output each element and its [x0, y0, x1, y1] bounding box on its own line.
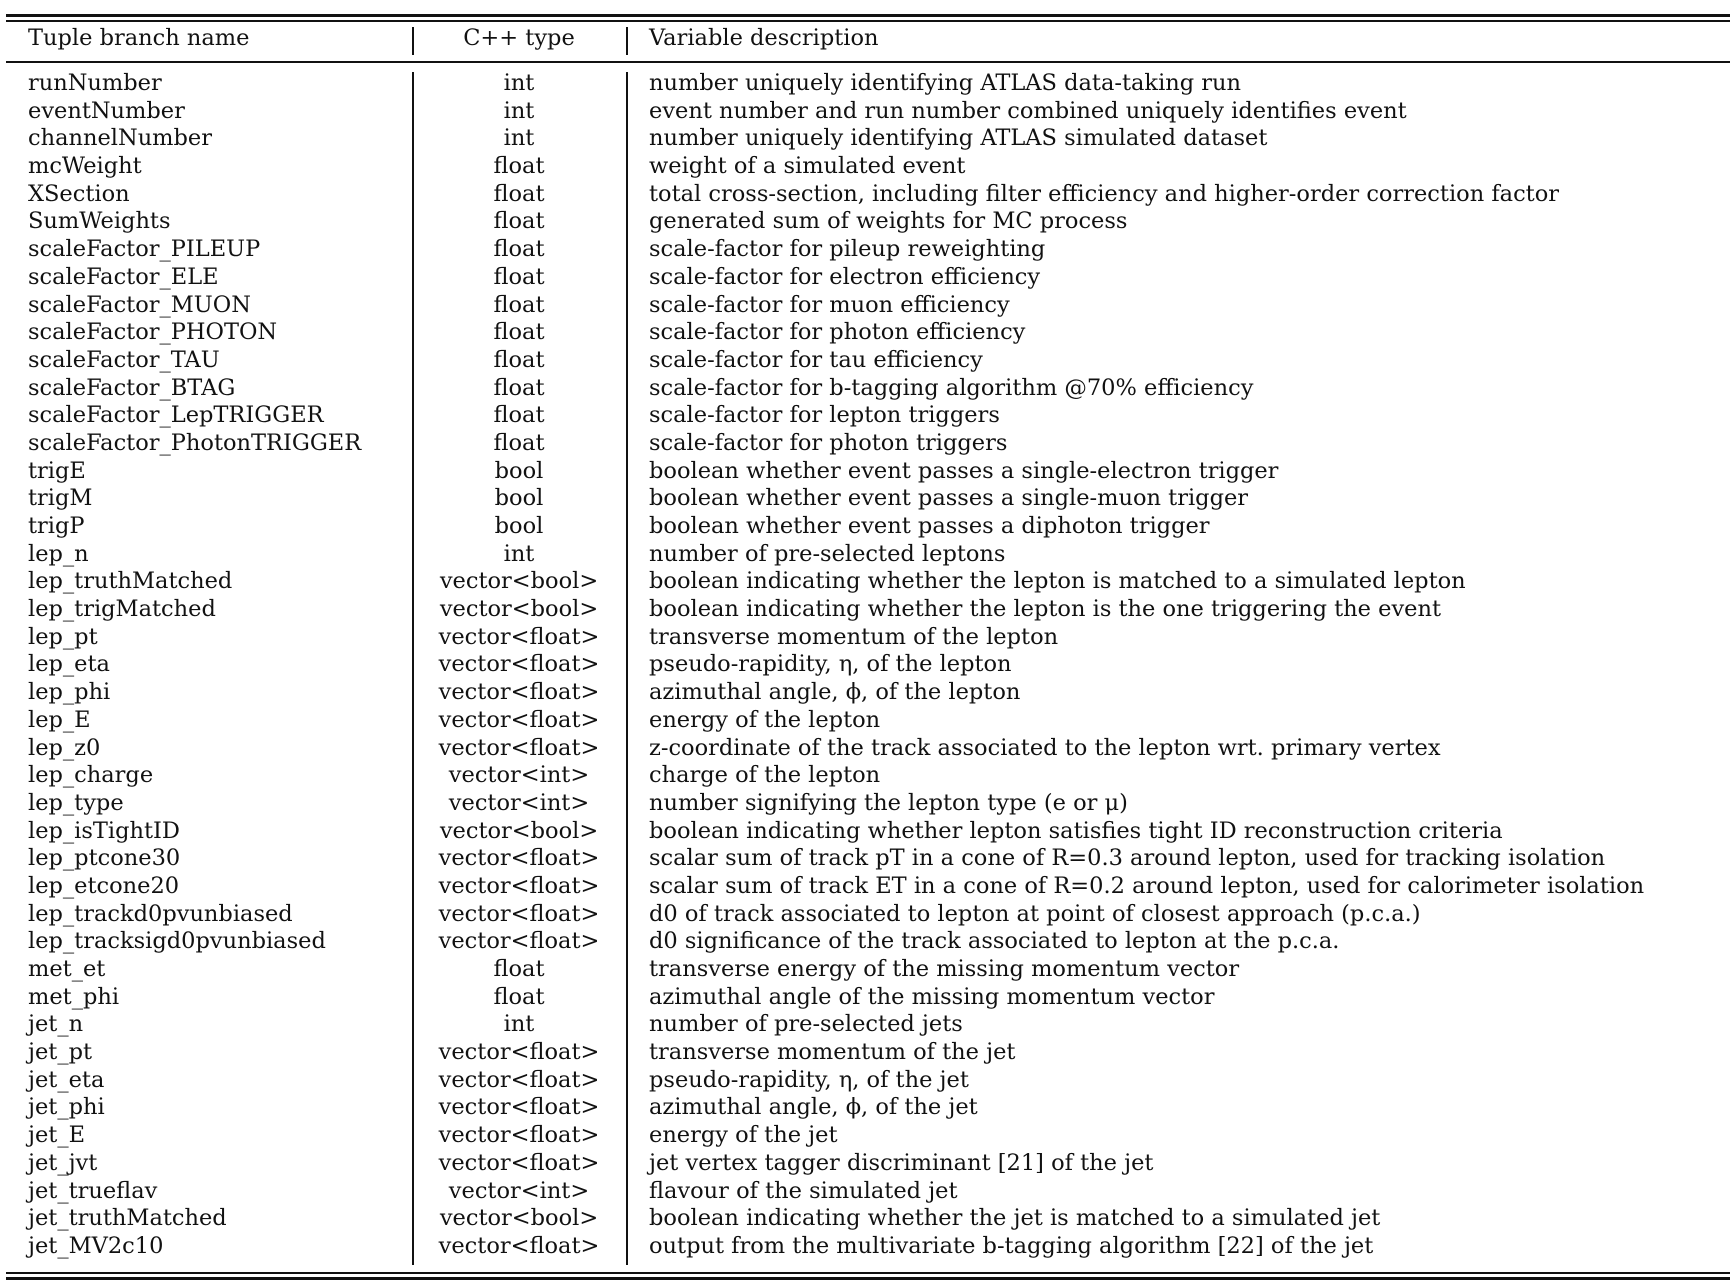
cpp-type-cell: vector<float> [438, 845, 600, 872]
description-cell: scalar sum of track ET in a cone of R=0.2 around lepton, used for calorimeter isolation [649, 872, 1645, 899]
branch-name-cell: lep_charge [28, 762, 154, 789]
branch-name-cell: met_et [28, 956, 106, 982]
top-rule-thin [6, 20, 1730, 22]
branch-name-cell: scaleFactor_PHOTON [28, 319, 278, 346]
header-divider-2 [626, 27, 628, 55]
description-cell: number signifying the lepton type (e or μ) [649, 789, 1128, 816]
table-row [0, 1122, 1736, 1150]
table-row [0, 153, 1736, 181]
cpp-type-cell: vector<int> [448, 1177, 590, 1204]
branch-name-cell: scaleFactor_PhotonTRIGGER [28, 429, 362, 456]
branch-name-cell: jet_phi [28, 1094, 105, 1121]
description-cell: energy of the jet [649, 1122, 838, 1149]
branch-name-cell: trigM [28, 485, 93, 512]
cpp-type-cell: bool [494, 457, 544, 484]
cpp-type-cell: bool [494, 513, 544, 539]
table-row [0, 1094, 1736, 1122]
table-row [0, 264, 1736, 292]
table-row [0, 984, 1736, 1012]
description-cell: boolean indicating whether lepton satisfies tight ID reconstruction criteria [649, 817, 1503, 844]
cpp-type-cell: vector<bool> [439, 596, 599, 623]
description-cell: boolean indicating whether the jet is matched to a simulated jet [649, 1205, 1381, 1232]
cpp-type-cell: vector<int> [448, 762, 590, 789]
description-cell: boolean indicating whether the lepton is matched to a simulated lepton [649, 568, 1466, 595]
table-row [0, 818, 1736, 846]
cpp-type-cell: bool [494, 485, 544, 512]
branch-name-cell: runNumber [28, 70, 162, 96]
branch-name-cell: lep_phi [28, 679, 111, 706]
cpp-type-cell: vector<float> [438, 706, 600, 733]
table-row [0, 1233, 1736, 1261]
cpp-type-cell: float [493, 236, 545, 263]
table-row [0, 70, 1736, 98]
description-cell: scale-factor for tau efficiency [649, 346, 983, 373]
table-row [0, 651, 1736, 679]
cpp-type-cell: vector<float> [438, 1232, 600, 1259]
branch-name-cell: lep_trigMatched [28, 596, 216, 623]
cpp-type-cell: int [503, 97, 535, 124]
table-row [0, 790, 1736, 818]
table-row [0, 402, 1736, 430]
cpp-type-cell: int [503, 1011, 535, 1038]
table-row [0, 928, 1736, 956]
branch-name-cell: jet_E [28, 1122, 86, 1149]
description-cell: azimuthal angle, ϕ, of the lepton [649, 679, 1021, 706]
cpp-type-cell: float [493, 346, 545, 373]
branch-name-cell: scaleFactor_PILEUP [28, 236, 261, 263]
cpp-type-cell: float [493, 319, 545, 346]
branch-name-cell: trigE [28, 457, 86, 484]
branch-name-cell: channelNumber [28, 125, 212, 152]
table-row [0, 956, 1736, 984]
table-row [0, 458, 1736, 486]
cpp-type-cell: vector<float> [438, 651, 600, 678]
cpp-type-cell: vector<bool> [439, 1205, 599, 1232]
cpp-type-cell: vector<float> [438, 900, 600, 927]
cpp-type-cell: float [493, 153, 545, 180]
description-cell: jet vertex tagger discriminant [21] of the jet [649, 1149, 1154, 1176]
description-cell: boolean indicating whether the lepton is the one triggering the event [649, 596, 1442, 623]
table-row [0, 873, 1736, 901]
table-row [0, 1178, 1736, 1206]
cpp-type-cell: float [493, 374, 545, 401]
cpp-type-cell: vector<float> [438, 623, 600, 650]
branch-name-cell: lep_isTightID [28, 817, 180, 844]
branch-name-cell: mcWeight [28, 153, 142, 180]
description-cell: scalar sum of track pT in a cone of R=0.3 around lepton, used for tracking isolation [649, 845, 1606, 872]
description-cell: output from the multivariate b-tagging algorithm [22] of the jet [649, 1232, 1374, 1259]
header-cpp-type: C++ type [463, 25, 575, 51]
table-row [0, 707, 1736, 735]
branch-name-cell: jet_jvt [28, 1149, 98, 1176]
description-cell: pseudo-rapidity, η, of the lepton [649, 651, 1012, 678]
branch-name-cell: lep_n [28, 540, 89, 567]
header-description: Variable description [649, 25, 879, 51]
branch-name-cell: lep_tracksigd0pvunbiased [28, 928, 326, 955]
cpp-type-cell: vector<bool> [439, 568, 599, 595]
cpp-type-cell: float [493, 429, 545, 456]
table-row [0, 762, 1736, 790]
branch-name-cell: jet_n [28, 1011, 84, 1038]
branch-name-cell: trigP [28, 513, 85, 539]
cpp-type-cell: int [503, 70, 535, 96]
branch-name-cell: jet_eta [28, 1066, 105, 1093]
description-cell: boolean whether event passes a single-electron trigger [649, 457, 1279, 484]
table-row [0, 98, 1736, 126]
branch-name-cell: eventNumber [28, 97, 185, 124]
table-row [0, 1011, 1736, 1039]
table-row [0, 624, 1736, 652]
cpp-type-cell: vector<float> [438, 679, 600, 706]
branch-name-cell: lep_E [28, 706, 91, 733]
table-row [0, 735, 1736, 763]
description-cell: energy of the lepton [649, 706, 881, 733]
table-body [0, 70, 1736, 1261]
description-cell: scale-factor for pileup reweighting [649, 236, 1046, 263]
description-cell: generated sum of weights for MC process [649, 208, 1128, 235]
cpp-type-cell: vector<float> [438, 1094, 600, 1121]
header-divider-1 [412, 27, 414, 55]
cpp-type-cell: int [503, 540, 535, 567]
cpp-type-cell: vector<float> [438, 1122, 600, 1149]
description-cell: transverse momentum of the lepton [649, 623, 1059, 650]
description-cell: transverse momentum of the jet [649, 1039, 1016, 1066]
description-cell: boolean whether event passes a diphoton trigger [649, 513, 1210, 539]
cpp-type-cell: float [493, 180, 545, 207]
description-cell: scale-factor for lepton triggers [649, 402, 1000, 429]
description-cell: transverse energy of the missing momentum vector [649, 956, 1240, 982]
bottom-rule-thin [6, 1272, 1730, 1274]
description-cell: number uniquely identifying ATLAS data-taking run [649, 70, 1242, 96]
table-row [0, 513, 1736, 541]
table-row [0, 541, 1736, 569]
description-cell: d0 significance of the track associated to lepton at the p.c.a. [649, 928, 1340, 955]
header-rule [6, 61, 1730, 63]
description-cell: pseudo-rapidity, η, of the jet [649, 1066, 969, 1093]
table-row [0, 596, 1736, 624]
table-row [0, 430, 1736, 458]
branch-name-cell: lep_type [28, 789, 124, 816]
description-cell: scale-factor for electron efficiency [649, 263, 1041, 290]
table-row [0, 292, 1736, 320]
cpp-type-cell: vector<float> [438, 1149, 600, 1176]
cpp-type-cell: vector<float> [438, 872, 600, 899]
cpp-type-cell: float [493, 402, 545, 429]
description-cell: scale-factor for photon triggers [649, 429, 1008, 456]
table-row [0, 208, 1736, 236]
cpp-type-cell: float [493, 291, 545, 318]
description-cell: number of pre-selected jets [649, 1011, 963, 1038]
branch-name-cell: lep_z0 [28, 734, 101, 761]
cpp-type-cell: float [493, 983, 545, 1010]
table-row [0, 181, 1736, 209]
branch-name-cell: scaleFactor_LepTRIGGER [28, 402, 324, 429]
table-row [0, 1067, 1736, 1095]
branch-name-cell: lep_ptcone30 [28, 845, 181, 872]
branch-name-cell: lep_trackd0pvunbiased [28, 900, 293, 927]
description-cell: boolean whether event passes a single-muon trigger [649, 485, 1249, 512]
cpp-type-cell: vector<float> [438, 1066, 600, 1093]
branch-name-cell: jet_MV2c10 [28, 1232, 164, 1259]
branch-name-cell: met_phi [28, 983, 120, 1010]
description-cell: flavour of the simulated jet [649, 1177, 958, 1204]
description-cell: scale-factor for b-tagging algorithm @70% efficiency [649, 374, 1254, 401]
description-cell: weight of a simulated event [649, 153, 966, 180]
cpp-type-cell: vector<bool> [439, 817, 599, 844]
branch-name-cell: scaleFactor_ELE [28, 263, 219, 290]
cpp-type-cell: float [493, 956, 545, 982]
table-row [0, 901, 1736, 929]
branch-name-cell: scaleFactor_MUON [28, 291, 251, 318]
header-branch-name: Tuple branch name [28, 25, 250, 51]
description-cell: z-coordinate of the track associated to the lepton wrt. primary vertex [649, 734, 1441, 761]
branch-name-cell: scaleFactor_BTAG [28, 374, 236, 401]
cpp-type-cell: float [493, 208, 545, 235]
branch-name-cell: jet_truthMatched [28, 1205, 227, 1232]
cpp-type-cell: vector<float> [438, 734, 600, 761]
branch-name-cell: SumWeights [28, 208, 171, 235]
description-cell: number of pre-selected leptons [649, 540, 1006, 567]
branch-name-cell: lep_etcone20 [28, 872, 180, 899]
description-cell: azimuthal angle of the missing momentum vector [649, 983, 1215, 1010]
table-row [0, 679, 1736, 707]
cpp-type-cell: vector<int> [448, 789, 590, 816]
branch-name-cell: jet_trueflav [28, 1177, 158, 1204]
table-row [0, 375, 1736, 403]
table-row [0, 236, 1736, 264]
table-row [0, 319, 1736, 347]
table-row [0, 1150, 1736, 1178]
description-cell: event number and run number combined uniquely identifies event [649, 97, 1407, 124]
description-cell: scale-factor for photon efficiency [649, 319, 1026, 346]
cpp-type-cell: float [493, 263, 545, 290]
description-cell: total cross-section, including filter efficiency and higher-order correction factor [649, 180, 1560, 207]
table-row [0, 125, 1736, 153]
table-row [0, 1039, 1736, 1067]
description-cell: azimuthal angle, ϕ, of the jet [649, 1094, 978, 1121]
branch-name-cell: lep_eta [28, 651, 110, 678]
cpp-type-cell: vector<float> [438, 928, 600, 955]
description-cell: scale-factor for muon efficiency [649, 291, 1010, 318]
table-row [0, 845, 1736, 873]
cpp-type-cell: vector<float> [438, 1039, 600, 1066]
description-cell: charge of the lepton [649, 762, 881, 789]
cpp-type-cell: int [503, 125, 535, 152]
branch-name-cell: XSection [28, 180, 130, 207]
description-cell: number uniquely identifying ATLAS simulated dataset [649, 125, 1268, 152]
table-row [0, 568, 1736, 596]
table-row [0, 1205, 1736, 1233]
bottom-rule-thick [6, 1277, 1730, 1280]
branch-name-cell: scaleFactor_TAU [28, 346, 220, 373]
branch-name-cell: jet_pt [28, 1039, 93, 1066]
branch-name-cell: lep_pt [28, 623, 98, 650]
table-row [0, 485, 1736, 513]
branch-name-cell: lep_truthMatched [28, 568, 233, 595]
top-rule-thick [6, 14, 1730, 17]
table-row [0, 347, 1736, 375]
description-cell: d0 of track associated to lepton at point of closest approach (p.c.a.) [649, 900, 1421, 927]
